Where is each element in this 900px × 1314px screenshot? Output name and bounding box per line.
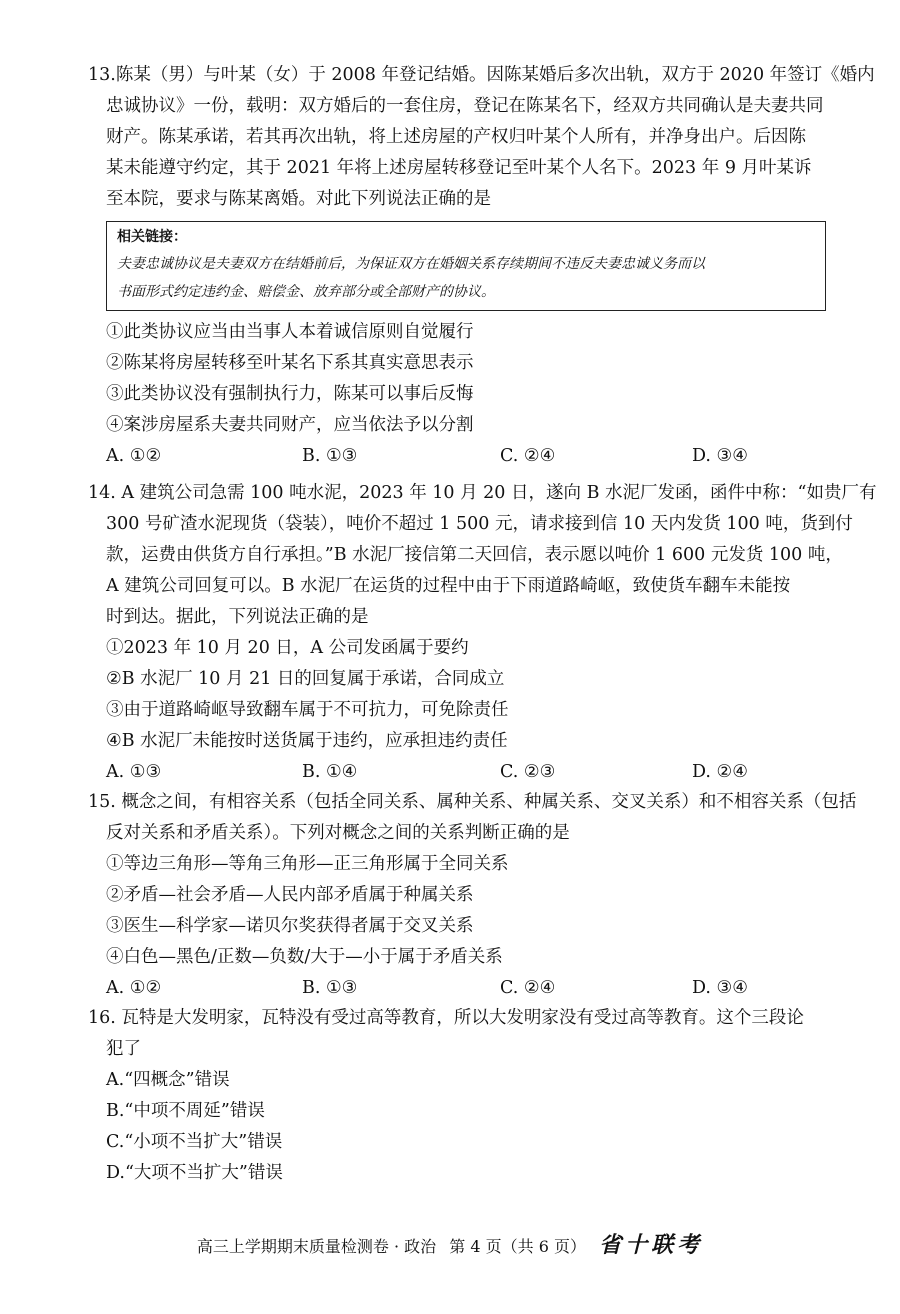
option-a: A. ①② — [106, 978, 162, 998]
option-b: B. ①③ — [302, 446, 358, 466]
page-number: 第 4 页（共 6 页） — [449, 1237, 586, 1256]
question-stem-line: 13.陈某（男）与叶某（女）于 2008 年登记结婚。因陈某婚后多次出轨，双方于 2020 年签订《婚内 — [88, 65, 875, 85]
brand-logo-text: 省十联考 — [599, 1232, 704, 1258]
question-stem-line: 15. 概念之间，有相容关系（包括全同关系、属种关系、种属关系、交叉关系）和不相容关系（包括 — [88, 792, 857, 812]
question-stem-line: 某未能遵守约定，其于 2021 年将上述房屋转移登记至叶某个人名下。2023 年 9 月叶某诉 — [106, 158, 812, 178]
option-b: B.“中项不周延”错误 — [106, 1101, 265, 1121]
statement-item: ①此类协议应当由当事人本着诚信原则自觉履行 — [106, 322, 474, 342]
related-link-text: 夫妻忠诚协议是夫妻双方在结婚前后，为保证双方在婚姻关系存续期间不违反夫妻忠诚义务而以 — [117, 256, 705, 272]
question-15 — [88, 787, 870, 1004]
question-stem-line: 款，运费由供货方自行承担。”B 水泥厂接信第二天回信，表示愿以吨价 1 600 元发货 100 吨， — [106, 545, 843, 565]
exam-title: 高三上学期期末质量检测卷 · 政治 — [196, 1237, 437, 1256]
question-stem-line: A 建筑公司回复可以。B 水泥厂在运货的过程中由于下雨道路崎岖，致使货车翻车未能按 — [106, 576, 791, 596]
related-link-box — [106, 221, 826, 311]
related-link-title: 相关链接： — [117, 229, 187, 245]
option-b: B. ①③ — [302, 978, 358, 998]
question-stem-line: 300 号矿渣水泥现货（袋装），吨价不超过 1 500 元，请求接到信 10 天内发货 100 吨，货到付 — [106, 514, 853, 534]
question-stem-line: 犯了 — [106, 1039, 141, 1059]
question-16 — [88, 1003, 870, 1189]
question-stem-line: 至本院，要求与陈某离婚。对此下列说法正确的是 — [106, 189, 491, 209]
option-d: D. ②④ — [692, 762, 748, 782]
option-c: C. ②④ — [500, 446, 556, 466]
option-d: D. ③④ — [692, 978, 748, 998]
option-d: D.“大项不当扩大”错误 — [106, 1163, 283, 1183]
answer-options — [106, 757, 870, 788]
option-a: A.“四概念”错误 — [106, 1070, 230, 1090]
statement-item: ①等边三角形—等角三角形—正三角形属于全同关系 — [106, 854, 509, 874]
statement-item: ④白色—黑色/正数—负数/大于—小于属于矛盾关系 — [106, 947, 503, 967]
question-stem-line: 14. A 建筑公司急需 100 吨水泥，2023 年 10 月 20 日，遂向 B 水泥厂发函，函件中称：“如贵厂有 — [88, 483, 877, 503]
answer-options — [106, 441, 870, 472]
statement-item: ②B 水泥厂 10 月 21 日的回复属于承诺，合同成立 — [106, 669, 505, 689]
statement-item: ②矛盾—社会矛盾—人民内部矛盾属于种属关系 — [106, 885, 474, 905]
statement-item: ④案涉房屋系夫妻共同财产，应当依法予以分割 — [106, 415, 474, 435]
option-c: C. ②④ — [500, 978, 556, 998]
option-d: D. ③④ — [692, 446, 748, 466]
related-link-text: 书面形式约定违约金、赔偿金、放弃部分或全部财产的协议。 — [117, 284, 495, 300]
page-footer — [0, 1228, 900, 1259]
answer-options — [106, 973, 870, 1004]
statement-item: ③此类协议没有强制执行力，陈某可以事后反悔 — [106, 384, 474, 404]
question-stem-line: 时到达。据此，下列说法正确的是 — [106, 607, 369, 627]
statement-item: ④B 水泥厂未能按时送货属于违约，应承担违约责任 — [106, 731, 508, 751]
option-a: A. ①③ — [106, 762, 162, 782]
question-stem-line: 反对关系和矛盾关系）。下列对概念之间的关系判断正确的是 — [106, 823, 570, 843]
question-stem-line: 16. 瓦特是大发明家，瓦特没有受过高等教育，所以大发明家没有受过高等教育。这个三段论 — [88, 1008, 804, 1028]
statement-item: ②陈某将房屋转移至叶某名下系其真实意思表示 — [106, 353, 474, 373]
question-stem-line: 忠诚协议》一份，载明：双方婚后的一套住房，登记在陈某名下，经双方共同确认是夫妻共同 — [106, 96, 824, 116]
question-stem-line: 财产。陈某承诺，若其再次出轨，将上述房屋的产权归叶某个人所有，并净身出户。后因陈 — [106, 127, 806, 147]
option-a: A. ①② — [106, 446, 162, 466]
question-14 — [88, 478, 877, 788]
statement-item: ③由于道路崎岖导致翻车属于不可抗力，可免除责任 — [106, 700, 509, 720]
statement-item: ①2023 年 10 月 20 日，A 公司发函属于要约 — [106, 638, 469, 658]
option-b: B. ①④ — [302, 762, 358, 782]
statement-item: ③医生—科学家—诺贝尔奖获得者属于交叉关系 — [106, 916, 474, 936]
question-13 — [88, 60, 875, 472]
option-c: C. ②③ — [500, 762, 556, 782]
option-c: C.“小项不当扩大”错误 — [106, 1132, 283, 1152]
